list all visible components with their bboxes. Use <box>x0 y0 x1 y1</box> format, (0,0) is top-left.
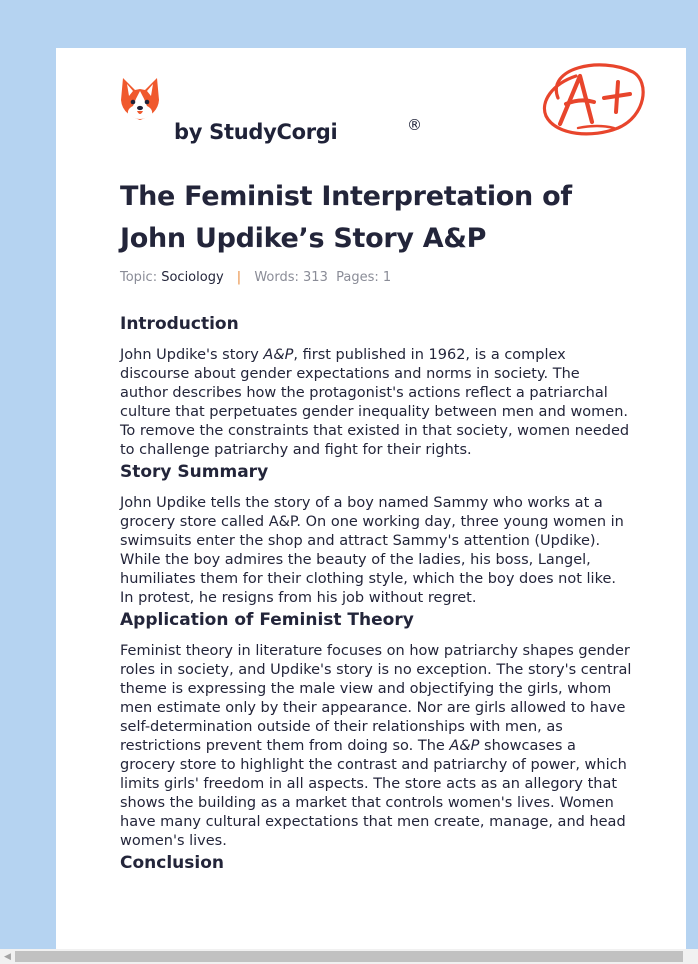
meta-separator: | <box>236 270 242 285</box>
brand-name: by StudyCorgi <box>174 120 338 144</box>
section-story-summary <box>120 460 632 608</box>
topic-label: Topic: <box>120 270 158 285</box>
topic-link[interactable]: Sociology <box>161 270 224 285</box>
article-body <box>120 312 632 875</box>
essay-page <box>56 48 686 950</box>
story-title-italic: A&P <box>449 738 480 754</box>
scroll-thumb[interactable] <box>15 951 683 962</box>
registered-mark: ® <box>407 116 422 134</box>
article-meta <box>120 270 391 285</box>
section-paragraph: Feminist theory in literature focuses on how patriarchy shapes gender roles in society, and Updike's story is no exception. The story's central theme is expressing the male view and objectifying the girls, whom men estimate only by their appearance. Nor are girls allowed to have self-determination outside of their relationships with men, as restrictions prevent them from doing so. The A&P showcases a grocery store to highlight the contrast and patriarchy of power, which limits girls' freedom in all aspects. The store acts as an allegory that shows the building as a market that controls women's lives. Women have many cultural expectations that men create, manage, and head women's lives. <box>120 643 632 849</box>
horizontal-scrollbar[interactable] <box>0 949 698 964</box>
page-count: Pages: 1 <box>336 270 392 285</box>
article-title: The Feminist Interpretation of John Updike’s Story A&P <box>120 181 572 254</box>
section-conclusion <box>120 851 632 875</box>
section-heading: Introduction <box>120 314 239 334</box>
section-heading: Conclusion <box>120 853 224 873</box>
a-plus-stamp-icon <box>538 58 648 140</box>
section-feminist-theory <box>120 608 632 851</box>
section-paragraph: John Updike tells the story of a boy named Sammy who works at a grocery store called A&P. On one working day, three young women in swimsuits enter the shop and attract Sammy's attention (Updike). While the boy admires the beauty of the ladies, his boss, Langel, humiliates them for their clothing style, which the boy does not like. In protest, he resigns from his job without regret. <box>120 495 624 606</box>
scroll-left-arrow-icon[interactable]: ◀ <box>4 951 11 962</box>
section-heading: Story Summary <box>120 462 269 482</box>
word-count: Words: 313 <box>254 270 328 285</box>
story-title-italic: A&P <box>263 347 294 363</box>
corgi-icon <box>120 76 160 122</box>
section-heading: Application of Feminist Theory <box>120 610 414 630</box>
section-paragraph: John Updike's story A&P, first published in 1962, is a complex discourse about gender expectations and norms in society. The author describes how the protagonist's actions reflect a patriarchal culture that perpetuates gender inequality between men and women. To remove the constraints that existed in that society, women needed to challenge patriarchy and fight for their rights. <box>120 347 630 458</box>
section-introduction <box>120 312 632 460</box>
